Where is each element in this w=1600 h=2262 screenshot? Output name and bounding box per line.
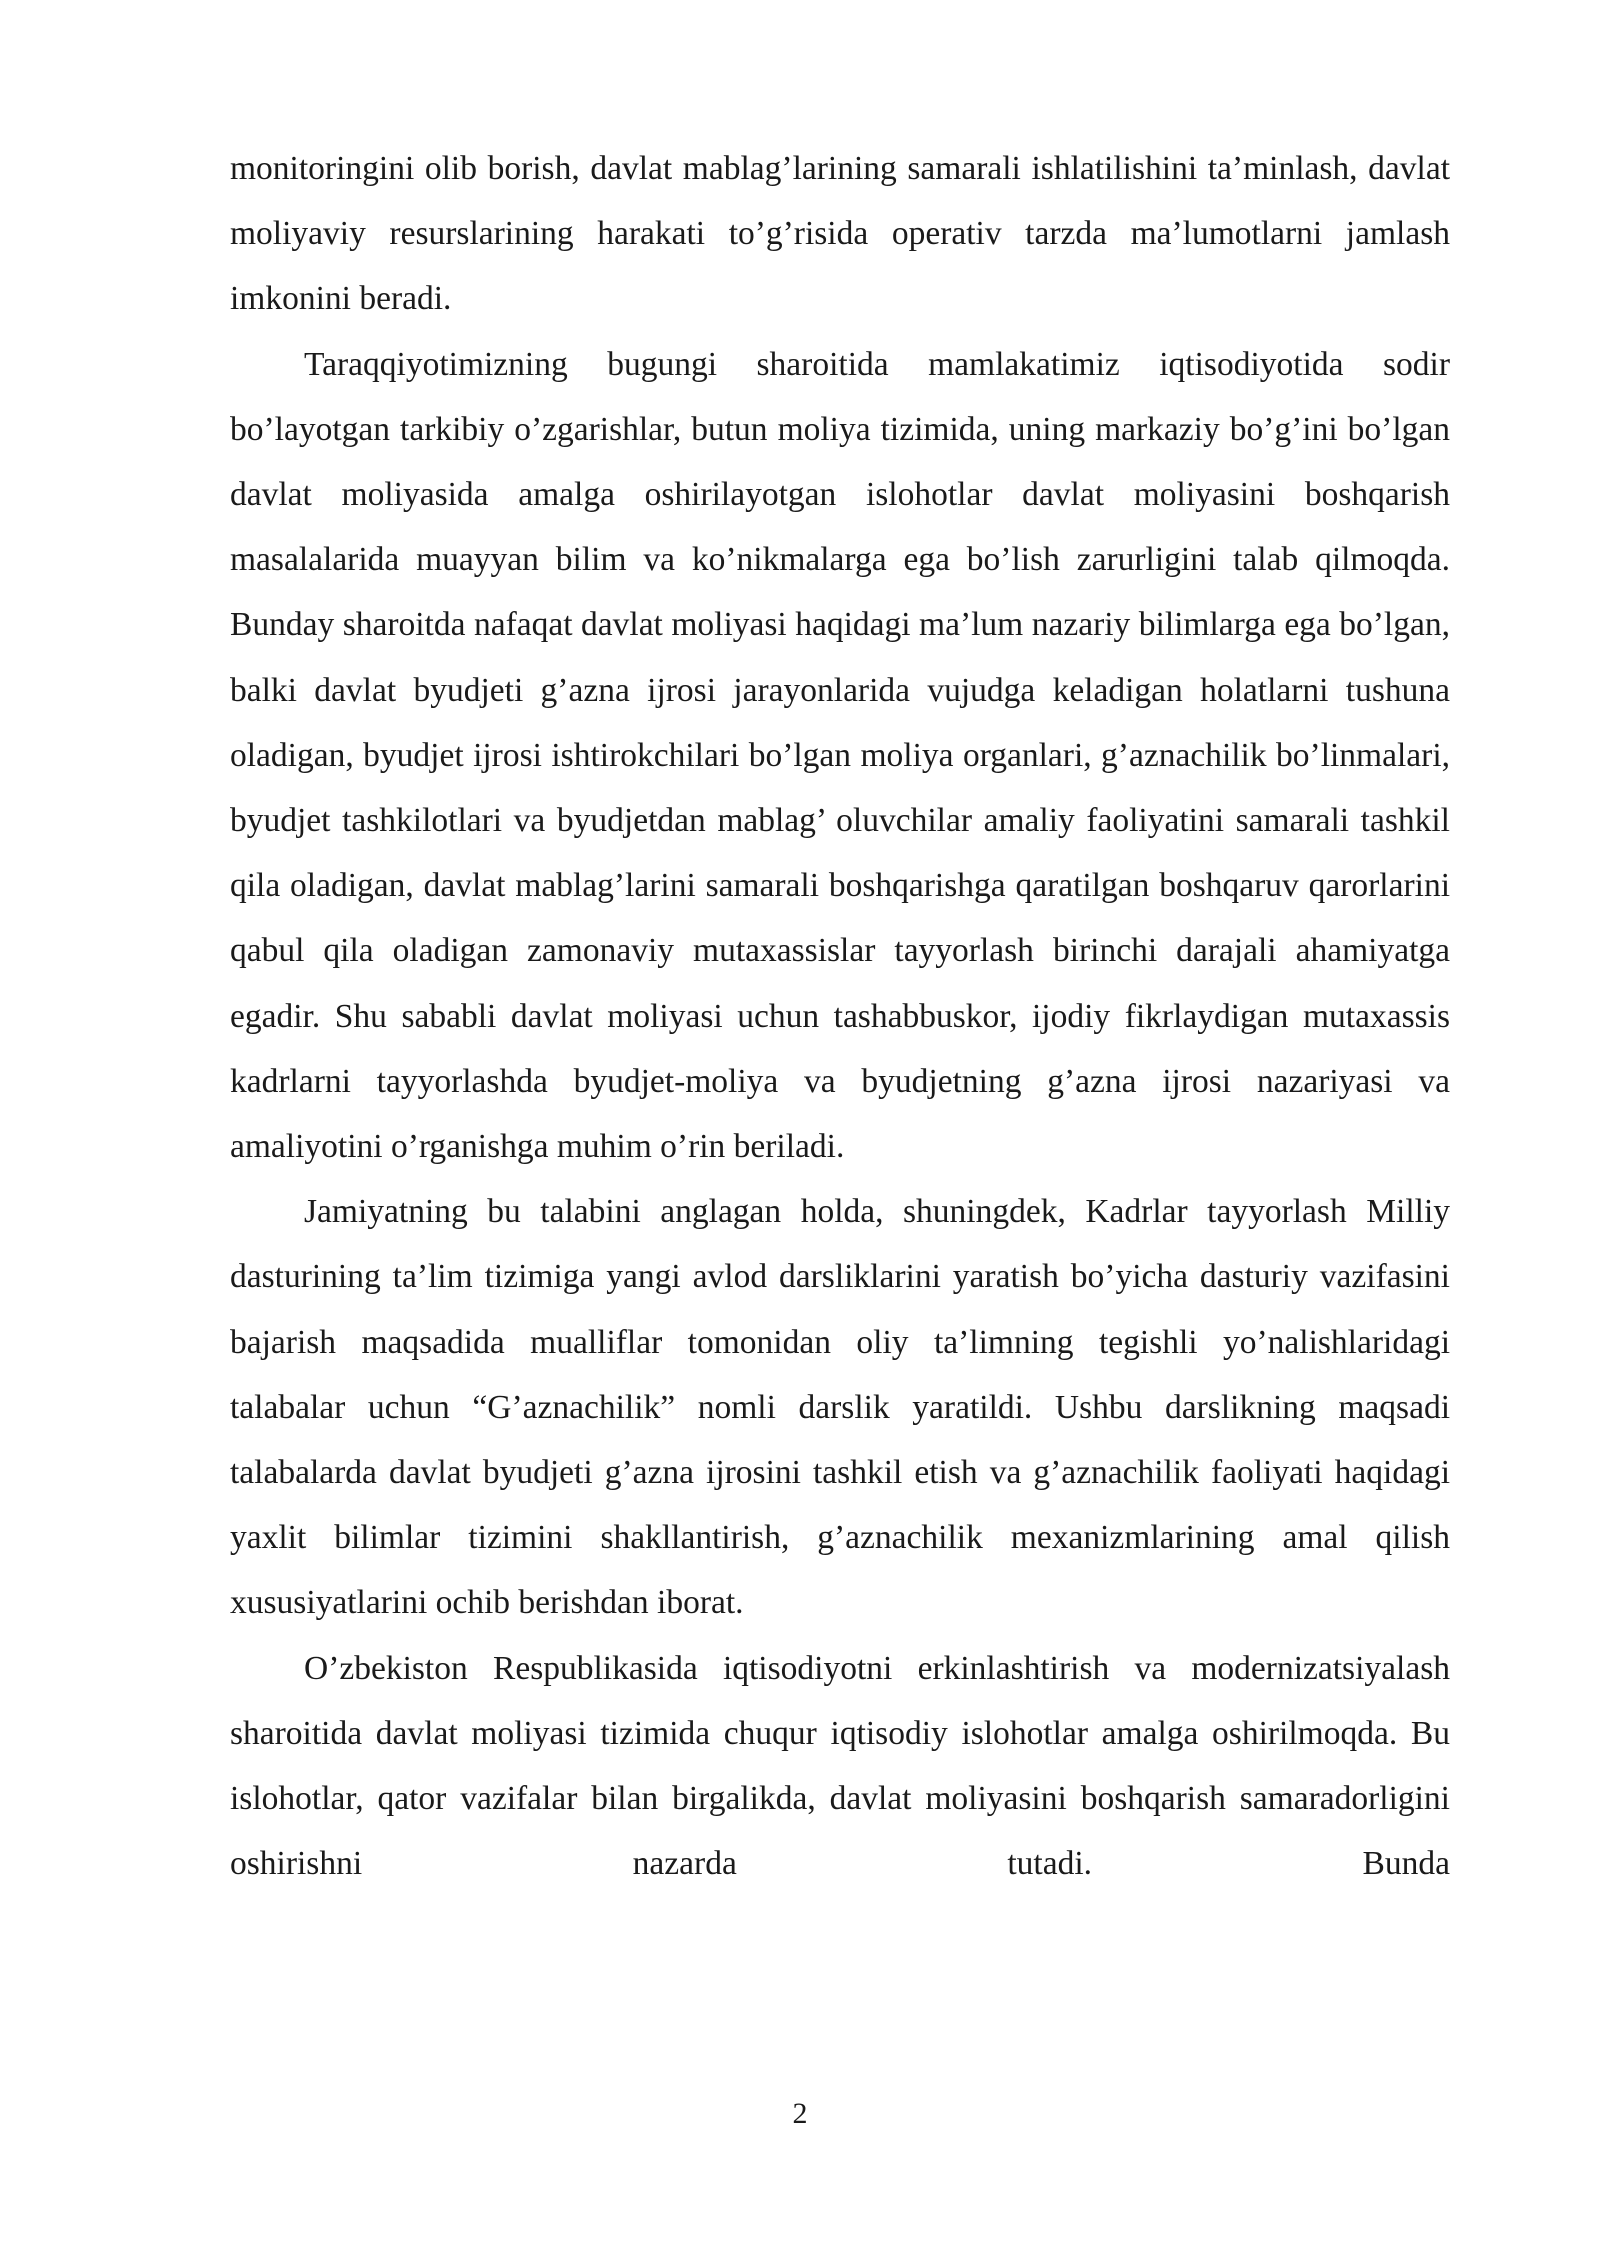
page-number: 2 bbox=[792, 2097, 808, 2130]
paragraph-textbook-purpose: Jamiyatning bu talabini anglagan holda, shuningdek, Kadrlar tayyorlash Milliy dasturining ta’lim tizimiga yangi avlod darsliklarini yaratish bo’yicha dasturiy vazifasini bajarish maqsadida mualliflar tomonidan oliy ta’limning tegishli yo’nalishlaridagi talabalar uchun “G’aznachilik” nomli darslik yaratildi. Ushbu darslikning maqsadi talabalarda davlat byudjeti g’azna ijrosini tashkil etish va g’aznachilik faoliyati haqidagi yaxlit bilimlar tizimini shakllantirish, g’aznachilik mexanizmlarining amal qilish xususiyatlarini ochib berishdan iborat. bbox=[230, 1193, 1450, 1622]
body-text bbox=[230, 136, 1450, 1896]
paragraph-uzbekistan-reforms: O’zbekiston Respublikasida iqtisodiyotni erkinlashtirish va modernizatsiyalash sharoitida davlat moliyasi tizimida chuqur iqtisodiy islohotlar amalga oshirilmoqda. Bu islohotlar, qator vazifalar bilan birgalikda, davlat moliyasini boshqarish samaradorligini oshirishni nazarda tutadi. Bunda bbox=[230, 1649, 1450, 1883]
paragraph-reform-context: Taraqqiyotimizning bugungi sharoitida mamlakatimiz iqtisodiyotida sodir bo’layotgan tarkibiy o’zgarishlar, butun moliya tizimida, uning markaziy bo’g’ini bo’lgan davlat moliyasida amalga oshirilayotgan islohotlar davlat moliyasini boshqarish masalalarida muayyan bilim va ko’nikmalarga ega bo’lish zarurligini talab qilmoqda. Bunday sharoitda nafaqat davlat moliyasi haqidagi ma’lum nazariy bilimlarga ega bo’lgan, balki davlat byudjeti g’azna ijrosi jarayonlarida vujudga keladigan holatlarni tushuna oladigan, byudjet ijrosi ishtirokchilari bo’lgan moliya organlari, g’aznachilik bo’linmalari, byudjet tashkilotlari va byudjetdan mablag’ oluvchilar amaliy faoliyatini samarali tashkil qila oladigan, davlat mablag’larini samarali boshqarishga qaratilgan boshqaruv qarorlarini qabul qila oladigan zamonaviy mutaxassislar tayyorlash birinchi darajali ahamiyatga egadir. Shu sababli davlat moliyasi uchun tashabbuskor, ijodiy fikrlaydigan mutaxassis kadrlarni tayyorlashda byudjet-moliya va byudjetning g’azna ijrosi nazariyasi va amaliyotini o’rganishga muhim o’rin beriladi. bbox=[230, 345, 1450, 1166]
paragraph-continuation: monitoringini olib borish, davlat mablag’larining samarali ishlatilishini ta’minlash, davlat moliyaviy resurslarining harakati to’g’risida operativ tarzda ma’lumotlarni jamlash imkonini beradi. bbox=[230, 150, 1450, 318]
